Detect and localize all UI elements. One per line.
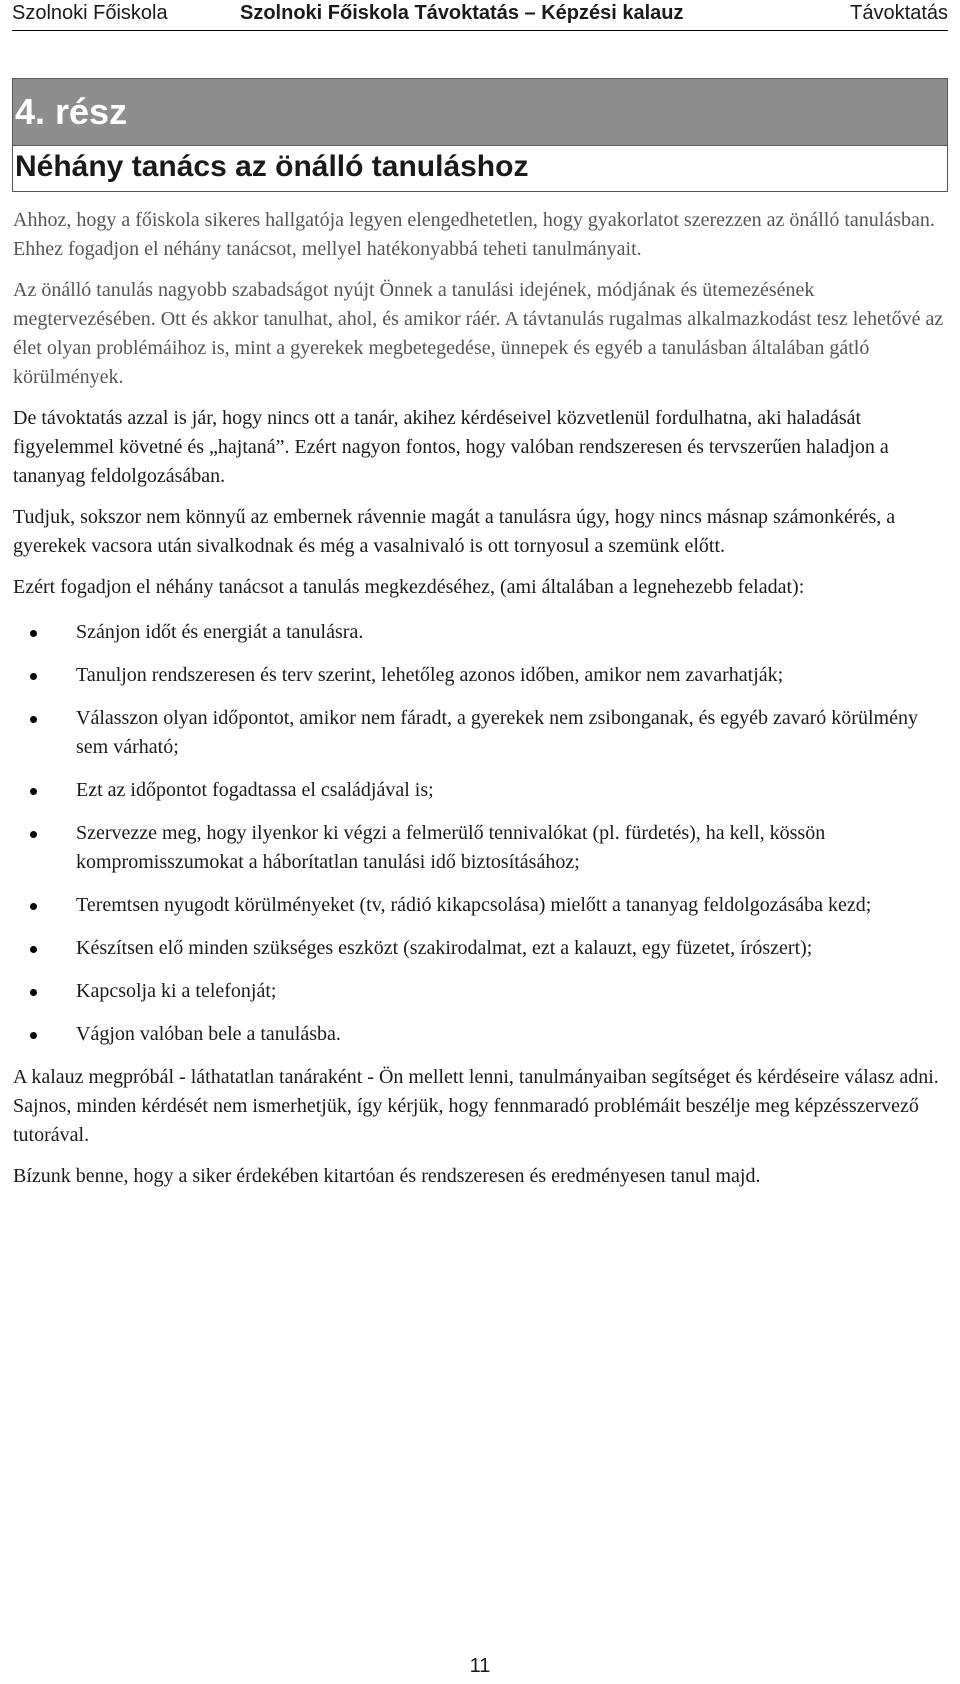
list-item (13, 977, 948, 1006)
list-item (13, 704, 948, 762)
body-text (13, 206, 948, 1203)
list-item-text: Szánjon időt és energiát a tanulásra. (76, 621, 364, 643)
list-item (13, 776, 948, 805)
paragraph: A kalauz megpróbál - láthatatlan tanáraként - Ön mellett lenni, tanulmányaiban segítséget és kérdéseire válasz adni. Sajnos, minden kérdését nem ismerhetjük, így kérjük, hogy fennmaradó problémáit beszélje meg képzésszervező tutorával. (13, 1066, 939, 1146)
list-item-text: Kapcsolja ki a telefonját; (76, 980, 277, 1002)
bullet-icon (30, 630, 37, 637)
page-header (12, 0, 948, 31)
bullet-icon (30, 716, 37, 723)
chapter-part: 4. rész (13, 79, 947, 146)
bullet-icon (30, 788, 37, 795)
bullet-icon (30, 673, 37, 680)
paragraph: Ahhoz, hogy a főiskola sikeres hallgatója legyen elengedhetetlen, hogy gyakorlatot szerezzen az önálló tanulásban. Ehhez fogadjon el néhány tanácsot, mellyel hatékonyabbá teheti tanulmányait. (13, 209, 935, 260)
list-item-text: Teremtsen nyugodt körülményeket (tv, rádió kikapcsolása) mielőtt a tananyag feldolgozásába kezd; (76, 894, 872, 916)
list-item-text: Vágjon valóban bele a tanulásba. (76, 1023, 341, 1045)
tips-list (13, 618, 948, 1049)
header-section: Távoktatás (850, 2, 948, 24)
list-item (13, 934, 948, 963)
list-item (13, 618, 948, 647)
list-item-text: Készítsen elő minden szükséges eszközt (szakirodalmat, ezt a kalauzt, egy füzetet, írószert); (76, 937, 813, 959)
list-item-text: Ezt az időpontot fogadtassa el családjával is; (76, 779, 434, 801)
bullet-icon (30, 903, 37, 910)
header-document-title: Szolnoki Főiskola Távoktatás – Képzési kalauz (240, 2, 684, 24)
list-item (13, 819, 948, 877)
bullet-icon (30, 989, 37, 996)
paragraph: Az önálló tanulás nagyobb szabadságot nyújt Önnek a tanulási idejének, módjának és ütemezésének megtervezésében. Ott és akkor tanulhat, ahol, és amikor ráér. A távtanulás rugalmas alkalmazkodást tesz lehetővé az élet olyan problémáihoz is, mint a gyerekek megbetegedése, ünnepek és egyéb a tanulásban általában gátló körülmények. (13, 279, 944, 388)
bullet-icon (30, 831, 37, 838)
page-number: 11 (469, 1655, 491, 1677)
paragraph: Ezért fogadjon el néhány tanácsot a tanulás megkezdéséhez, (ami általában a legnehezebb feladat): (13, 576, 805, 598)
header-institution: Szolnoki Főiskola (12, 2, 168, 24)
chapter-heading (12, 78, 948, 192)
list-item-text: Válasszon olyan időpontot, amikor nem fáradt, a gyerekek nem zsibonganak, és egyéb zavaró körülmény sem várható; (76, 707, 918, 758)
list-item (13, 661, 948, 690)
list-item-text: Tanuljon rendszeresen és terv szerint, lehetőleg azonos időben, amikor nem zavarhatják; (76, 664, 784, 686)
list-item (13, 1020, 948, 1049)
chapter-title: Néhány tanács az önálló tanuláshoz (15, 150, 529, 183)
list-item (13, 891, 948, 920)
paragraph: De távoktatás azzal is jár, hogy nincs ott a tanár, akihez kérdéseivel közvetlenül fordulhatna, aki haladását figyelemmel követné és „hajtaná”. Ezért nagyon fontos, hogy valóban rendszeresen és tervszerűen haladjon a tananyag feldolgozásában. (13, 407, 889, 487)
list-item-text: Szervezze meg, hogy ilyenkor ki végzi a felmerülő tennivalókat (pl. fürdetés), ha kell, kössön kompromisszumokat a háborítatlan tanulási idő biztosításához; (76, 822, 826, 873)
paragraph: Bízunk benne, hogy a siker érdekében kitartóan és rendszeresen és eredményesen tanul majd. (13, 1165, 761, 1187)
bullet-icon (30, 946, 37, 953)
paragraph: Tudjuk, sokszor nem könnyű az embernek rávennie magát a tanulásra úgy, hogy nincs másnap számonkérés, a gyerekek vacsora után sivalkodnak és még a vasalnivaló is ott tornyosul a szemünk előtt. (13, 506, 896, 557)
bullet-icon (30, 1032, 37, 1039)
